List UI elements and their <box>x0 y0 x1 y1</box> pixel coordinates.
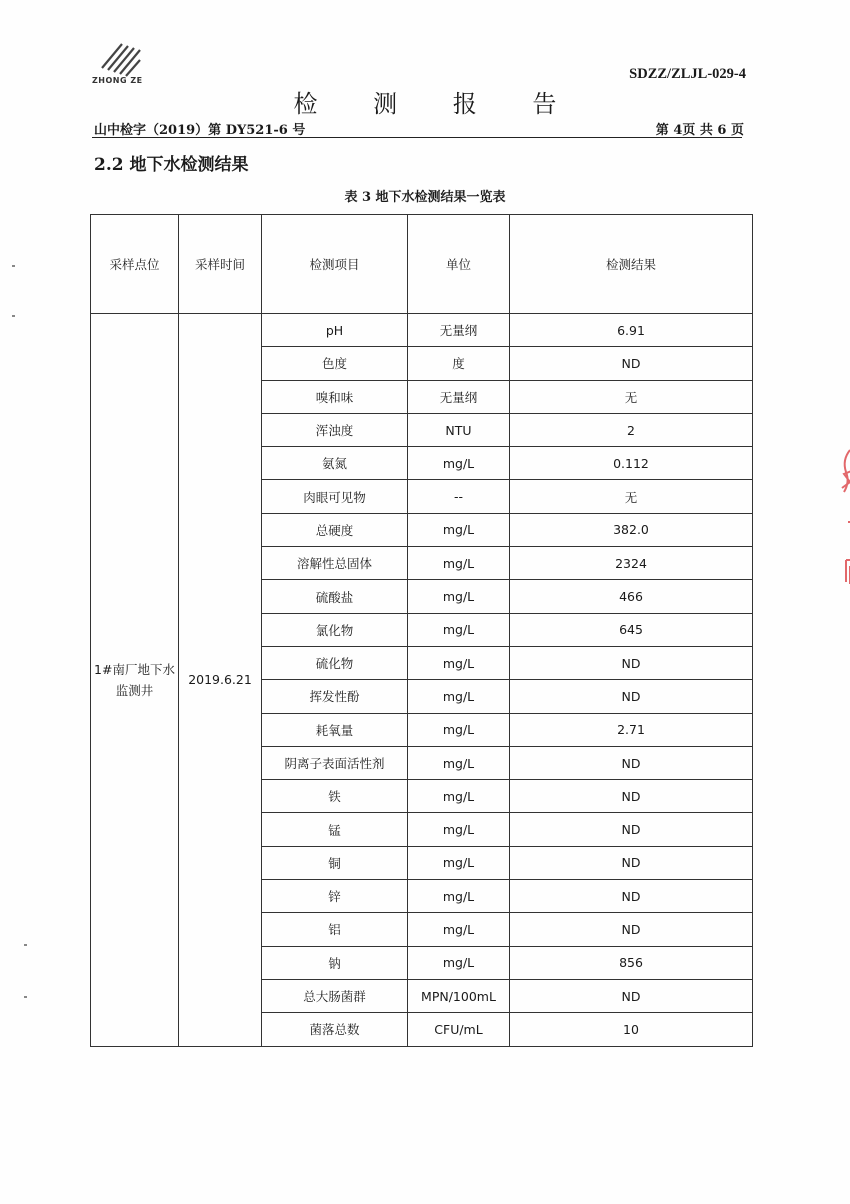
cell-item: 硫化物 <box>262 646 408 679</box>
section-title: 2.2 地下水检测结果 <box>94 155 249 175</box>
cell-item: 总大肠菌群 <box>262 979 408 1012</box>
cell-unit: mg/L <box>408 513 510 546</box>
cell-unit: mg/L <box>408 646 510 679</box>
cell-unit: -- <box>408 480 510 513</box>
cell-unit: mg/L <box>408 846 510 879</box>
header-item: 检测项目 <box>262 215 408 314</box>
cell-result: 0.112 <box>510 447 753 480</box>
cell-item: 浑浊度 <box>262 413 408 446</box>
scan-speck <box>12 315 15 317</box>
cell-unit: mg/L <box>408 680 510 713</box>
page-title: 检 测 报 告 <box>293 90 581 118</box>
cell-item: 锰 <box>262 813 408 846</box>
cell-item: 锌 <box>262 880 408 913</box>
table-header-row <box>91 215 753 314</box>
cell-result: ND <box>510 880 753 913</box>
table-caption: 表 3 地下水检测结果一览表 <box>344 190 506 205</box>
header-unit: 单位 <box>408 215 510 314</box>
cell-result: 无 <box>510 480 753 513</box>
cell-item: pH <box>262 314 408 347</box>
cell-result: 2 <box>510 413 753 446</box>
cell-unit: 无量纲 <box>408 380 510 413</box>
cell-result: 2324 <box>510 547 753 580</box>
sampling-date: 2019.6.21 <box>179 314 262 1047</box>
cell-item: 铁 <box>262 780 408 813</box>
cell-unit: mg/L <box>408 946 510 979</box>
cell-item: 硫酸盐 <box>262 580 408 613</box>
cell-result: 10 <box>510 1013 753 1046</box>
cell-result: 无 <box>510 380 753 413</box>
cell-result: 2.71 <box>510 713 753 746</box>
cell-result: 382.0 <box>510 513 753 546</box>
cell-unit: mg/L <box>408 580 510 613</box>
cell-unit: mg/L <box>408 746 510 779</box>
header-time: 采样时间 <box>179 215 262 314</box>
table-row <box>91 314 753 347</box>
cell-result: ND <box>510 780 753 813</box>
cell-result: 645 <box>510 613 753 646</box>
cell-result: 6.91 <box>510 314 753 347</box>
cell-unit: NTU <box>408 413 510 446</box>
cell-result: 466 <box>510 580 753 613</box>
cell-unit: mg/L <box>408 913 510 946</box>
cell-unit: mg/L <box>408 813 510 846</box>
cell-item: 铝 <box>262 913 408 946</box>
cell-result: ND <box>510 347 753 380</box>
cell-result: ND <box>510 680 753 713</box>
cell-item: 总硬度 <box>262 513 408 546</box>
scan-speck <box>12 265 15 267</box>
cell-unit: mg/L <box>408 613 510 646</box>
cell-unit: mg/L <box>408 880 510 913</box>
scan-speck <box>24 996 27 998</box>
header-location: 采样点位 <box>91 215 179 314</box>
cell-item: 钠 <box>262 946 408 979</box>
seal-stamp <box>820 430 850 610</box>
page-indicator: 第 4页 共 6 页 <box>655 123 744 138</box>
scan-speck <box>24 944 27 946</box>
cell-result: ND <box>510 846 753 879</box>
cell-result: 856 <box>510 946 753 979</box>
cell-item: 阴离子表面活性剂 <box>262 746 408 779</box>
cell-unit: 度 <box>408 347 510 380</box>
cell-result: ND <box>510 813 753 846</box>
document-code: SDZZ/ZLJL-029-4 <box>629 66 746 82</box>
cell-item: 耗氧量 <box>262 713 408 746</box>
logo-text: ZHONG ZE <box>92 76 143 85</box>
cell-item: 色度 <box>262 347 408 380</box>
cell-item: 挥发性酚 <box>262 680 408 713</box>
cell-result: ND <box>510 746 753 779</box>
results-table <box>90 214 753 1047</box>
cell-unit: mg/L <box>408 713 510 746</box>
report-number: 山中检字（2019）第 DY521-6 号 <box>94 123 306 138</box>
cell-unit: mg/L <box>408 447 510 480</box>
cell-item: 菌落总数 <box>262 1013 408 1046</box>
cell-unit: MPN/100mL <box>408 979 510 1012</box>
sampling-location: 1#南厂地下水监测井 <box>91 314 179 1047</box>
cell-item: 嗅和味 <box>262 380 408 413</box>
cell-item: 肉眼可见物 <box>262 480 408 513</box>
header-divider <box>92 137 742 138</box>
cell-item: 铜 <box>262 846 408 879</box>
header-result: 检测结果 <box>510 215 753 314</box>
cell-result: ND <box>510 913 753 946</box>
cell-item: 氨氮 <box>262 447 408 480</box>
cell-unit: mg/L <box>408 547 510 580</box>
cell-result: ND <box>510 979 753 1012</box>
cell-unit: 无量纲 <box>408 314 510 347</box>
cell-item: 溶解性总固体 <box>262 547 408 580</box>
cell-unit: CFU/mL <box>408 1013 510 1046</box>
cell-item: 氯化物 <box>262 613 408 646</box>
cell-unit: mg/L <box>408 780 510 813</box>
cell-result: ND <box>510 646 753 679</box>
